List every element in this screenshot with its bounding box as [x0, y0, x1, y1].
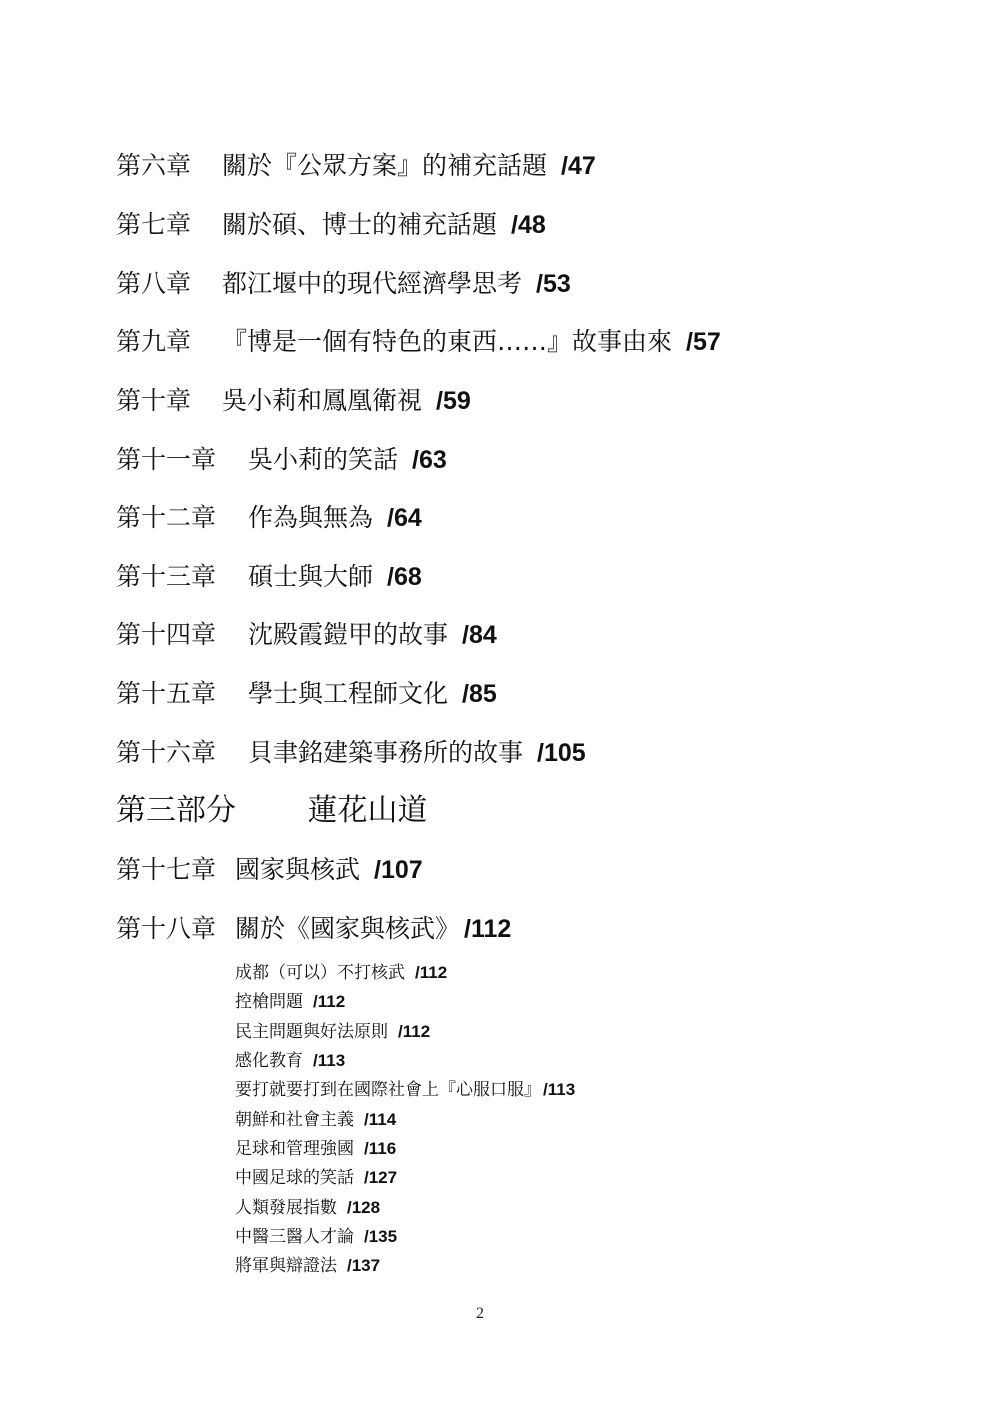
part-number: 第三部分: [116, 793, 236, 828]
toc-subsection: [235, 961, 447, 985]
toc-subsection: [235, 1196, 380, 1220]
subsection-title: 將軍與辯證法: [235, 1256, 337, 1276]
chapter-number: 第六章: [116, 151, 192, 180]
chapter-number: 第十章: [116, 386, 192, 415]
chapter-page: /68: [387, 563, 422, 591]
chapter-title: 沈殿霞鎧甲的故事: [248, 620, 449, 649]
chapter-title: 關於『公眾方案』的補充話題: [222, 151, 548, 180]
toc-entry-chapter-8: [116, 268, 571, 300]
chapter-page: /107: [374, 856, 423, 884]
chapter-title: 吳小莉和鳳凰衛視: [222, 386, 423, 415]
chapter-number: 第十七章: [116, 855, 217, 884]
part-title: 蓮花山道: [307, 793, 428, 828]
toc-entry-chapter-11: [116, 444, 447, 476]
subsection-title: 人類發展指數: [235, 1198, 337, 1218]
toc-subsection: [235, 1020, 430, 1044]
chapter-title: 學士與工程師文化: [248, 679, 449, 708]
chapter-title: 『博是一個有特色的東西……』故事由來: [222, 327, 673, 356]
toc-entry-chapter-12: [116, 502, 422, 534]
subsection-page: /113: [543, 1080, 576, 1099]
toc-subsection: [235, 1254, 380, 1278]
chapter-page: /105: [537, 739, 586, 767]
subsection-page: /127: [364, 1168, 398, 1187]
chapter-number: 第十五章: [116, 679, 217, 708]
subsection-title: 足球和管理強國: [235, 1139, 354, 1159]
toc-entry-chapter-13: [116, 561, 422, 593]
toc-subsection: [235, 1225, 397, 1249]
chapter-title: 關於《國家與核武》: [235, 914, 461, 943]
subsection-page: /137: [347, 1256, 381, 1275]
chapter-title: 貝聿銘建築事務所的故事: [248, 738, 524, 767]
chapter-page: /64: [387, 504, 422, 532]
toc-subsection: [235, 1078, 575, 1102]
chapter-title: 都江堰中的現代經濟學思考: [222, 269, 523, 298]
toc-entry-chapter-16: [116, 737, 586, 769]
toc-subsection: [235, 1166, 397, 1190]
subsection-title: 民主問題與好法原則: [235, 1022, 388, 1042]
subsection-title: 感化教育: [235, 1051, 303, 1071]
toc-entry-chapter-9: [116, 326, 721, 358]
subsection-page: /113: [313, 1051, 346, 1070]
subsection-page: /114: [364, 1110, 397, 1129]
chapter-title: 作為與無為: [248, 503, 374, 532]
toc-entry-chapter-7: [116, 209, 546, 241]
subsection-page: /135: [364, 1227, 398, 1246]
toc-subsection: [235, 990, 345, 1014]
chapter-page: /59: [436, 387, 471, 415]
chapter-number: 第八章: [116, 269, 192, 298]
toc-subsection: [235, 1137, 396, 1161]
chapter-page: /47: [561, 152, 596, 180]
toc-entry-chapter-17: [116, 854, 423, 886]
toc-entry-chapter-18: [116, 913, 511, 945]
chapter-title: 吳小莉的笑話: [248, 445, 399, 474]
chapter-number: 第十二章: [116, 503, 217, 532]
toc-entry-chapter-10: [116, 385, 471, 417]
chapter-number: 第十三章: [116, 562, 217, 591]
chapter-title: 國家與核武: [235, 855, 361, 884]
chapter-number: 第七章: [116, 210, 192, 239]
toc-subsection: [235, 1049, 345, 1073]
subsection-page: /112: [398, 1022, 431, 1041]
toc-entry-chapter-15: [116, 678, 497, 710]
subsection-title: 朝鮮和社會主義: [235, 1110, 354, 1130]
chapter-page: /63: [412, 446, 447, 474]
subsection-title: 要打就要打到在國際社會上『心服口服』: [235, 1080, 541, 1100]
chapter-page: /53: [536, 270, 571, 298]
toc-entry-chapter-14: [116, 619, 497, 651]
chapter-title: 關於碩、博士的補充話題: [222, 210, 498, 239]
subsection-page: /112: [415, 963, 448, 982]
chapter-number: 第十八章: [116, 914, 217, 943]
subsection-title: 中國足球的笑話: [235, 1168, 354, 1188]
page-number: 2: [476, 1305, 484, 1322]
subsection-title: 成都（可以）不打核武: [235, 963, 405, 983]
chapter-number: 第十四章: [116, 620, 217, 649]
subsection-title: 中醫三醫人才論: [235, 1227, 354, 1247]
toc-entry-chapter-6: [116, 150, 596, 182]
subsection-page: /128: [347, 1198, 381, 1217]
chapter-title: 碩士與大師: [248, 562, 374, 591]
chapter-number: 第十六章: [116, 738, 217, 767]
part-heading: [116, 792, 428, 830]
chapter-number: 第十一章: [116, 445, 217, 474]
chapter-page: /85: [462, 680, 497, 708]
chapter-number: 第九章: [116, 327, 192, 356]
subsection-page: /116: [364, 1139, 397, 1158]
chapter-page: /57: [686, 328, 721, 356]
subsection-title: 控槍問題: [235, 992, 303, 1012]
toc-subsection: [235, 1108, 396, 1132]
chapter-page: /112: [464, 915, 512, 943]
chapter-page: /48: [511, 211, 546, 239]
subsection-page: /112: [313, 992, 346, 1011]
chapter-page: /84: [462, 621, 497, 649]
